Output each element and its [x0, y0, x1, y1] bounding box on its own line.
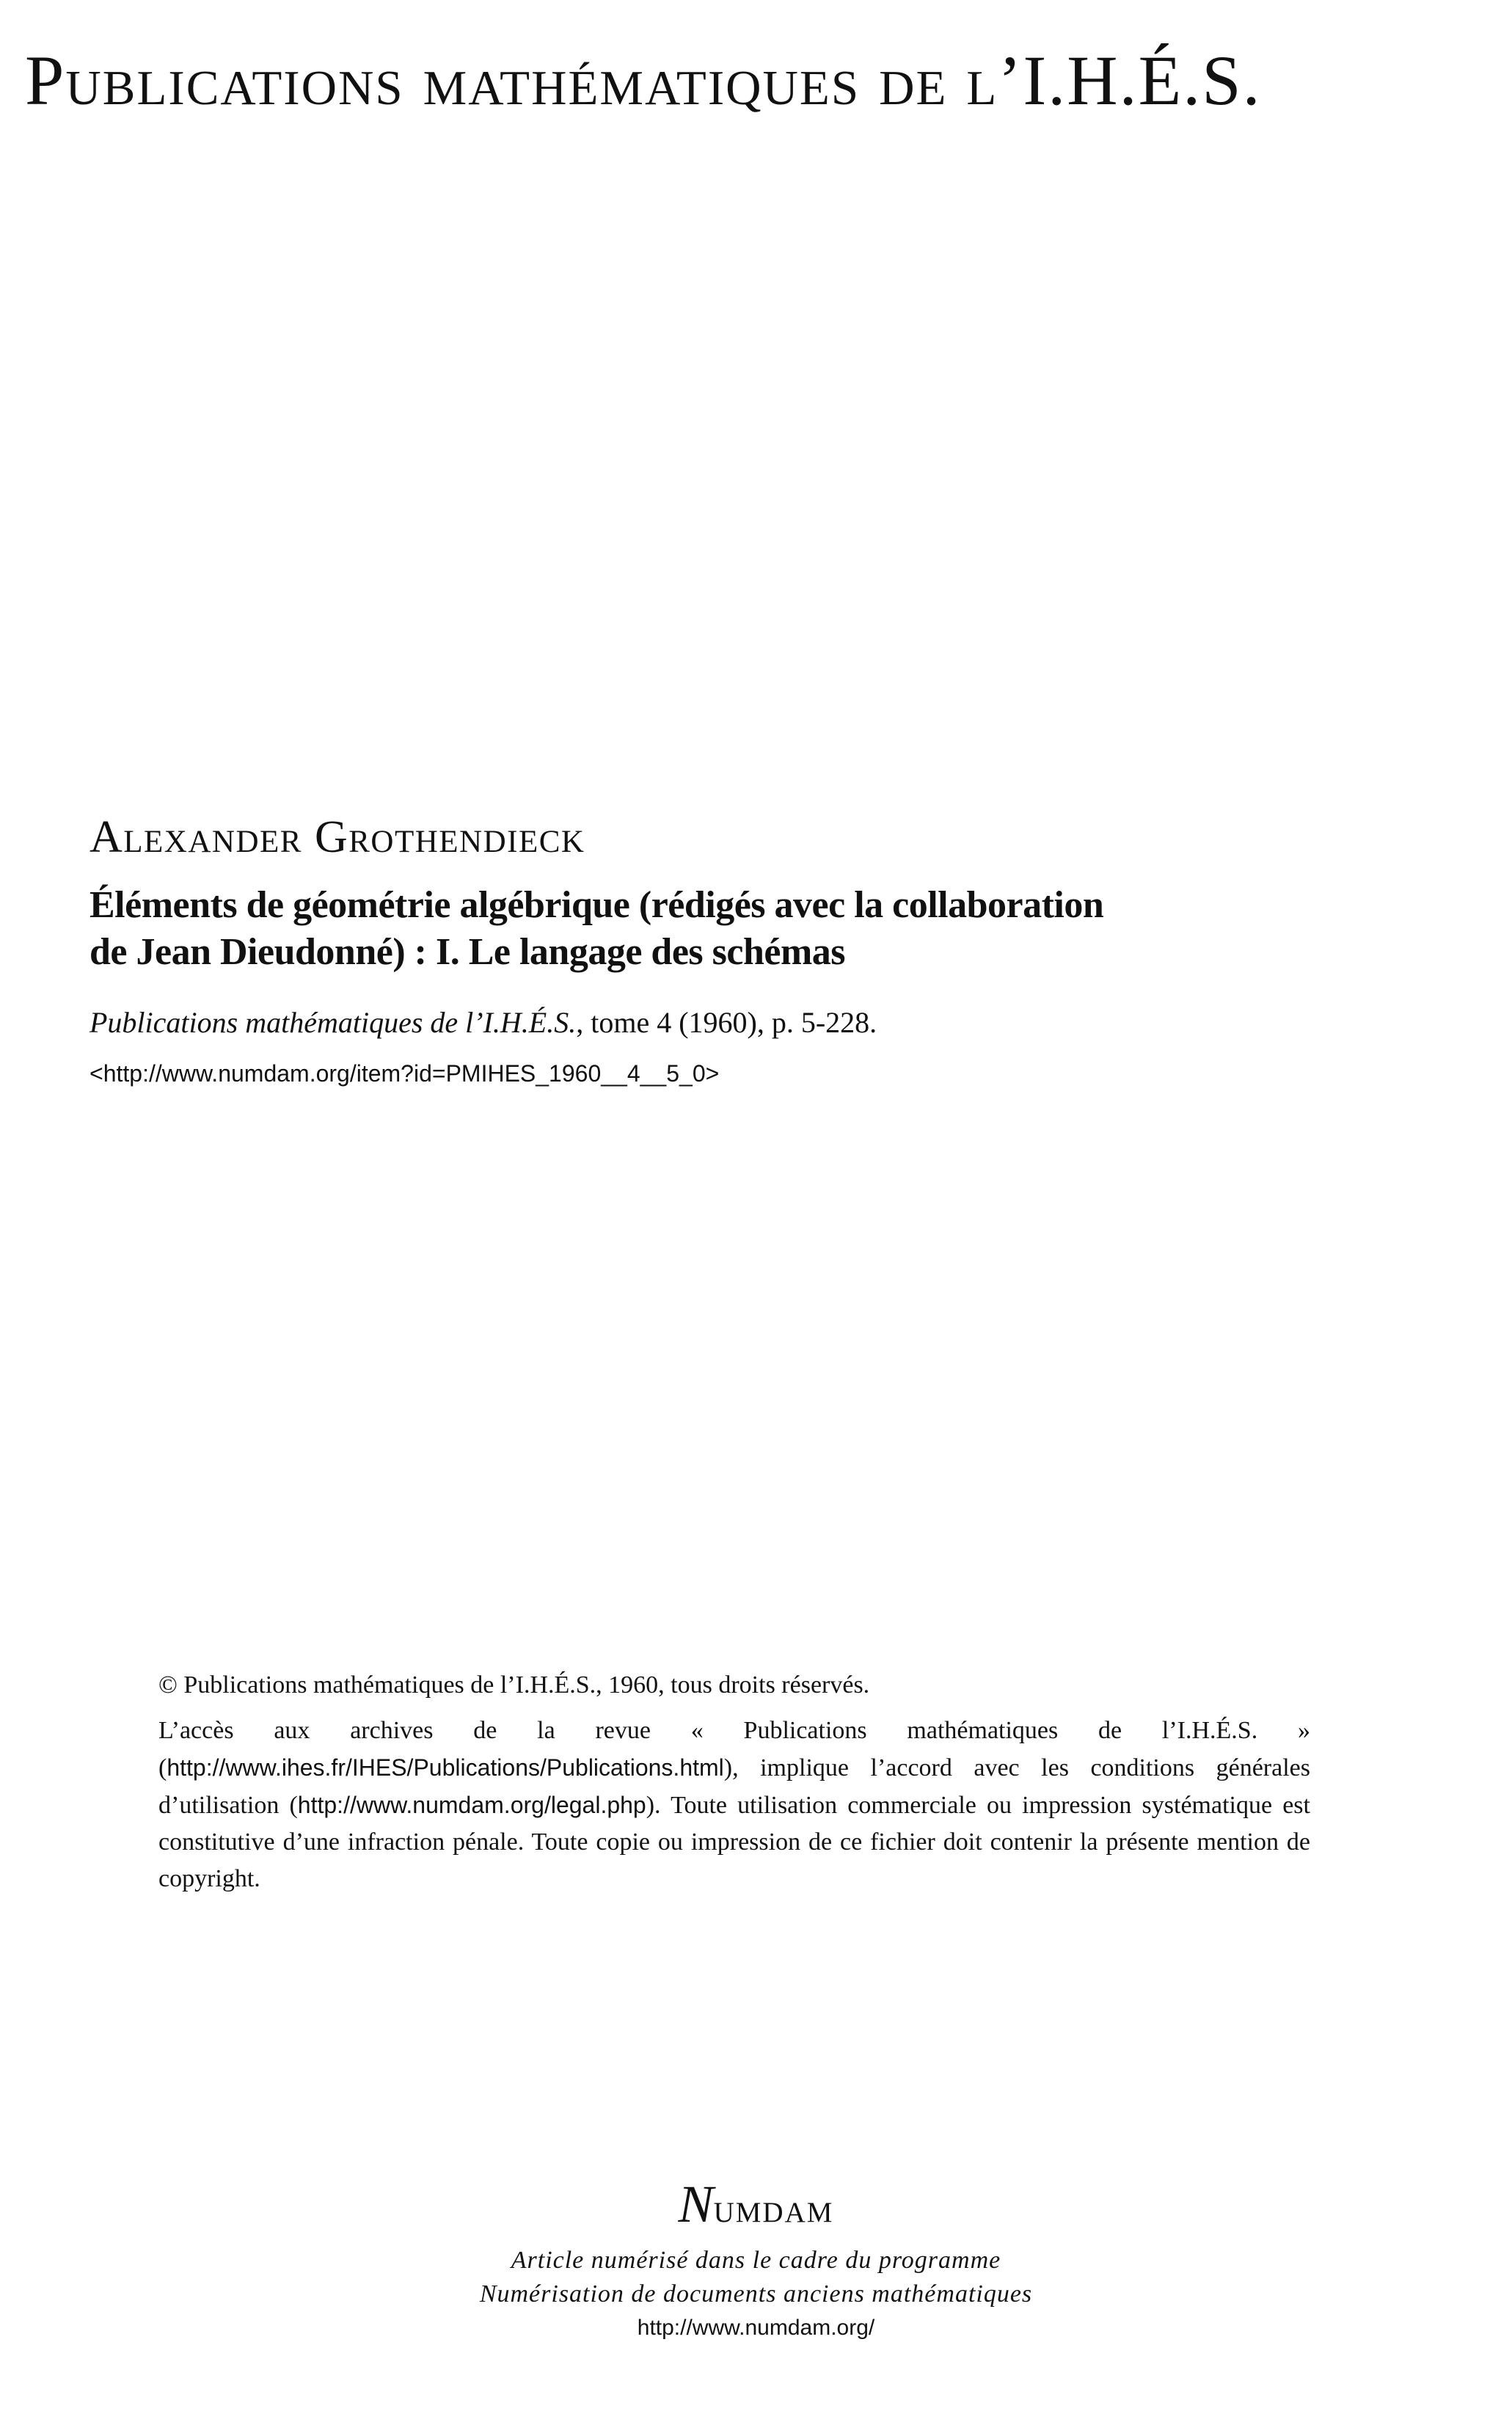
ihes-publications-link[interactable]: http://www.ihes.fr/IHES/Publications/Publications.html — [167, 1754, 724, 1781]
article-title-line2: de Jean Dieudonné) : I. Le langage des schémas — [90, 931, 846, 973]
copyright-line: © Publications mathématiques de l’I.H.É.S., 1960, tous droits réservés. — [158, 1671, 870, 1699]
journal-header: Publications mathématiques de l’I.H.É.S. — [25, 41, 1262, 120]
article-title-line1: Éléments de géométrie algébrique (rédigés avec la collaboration — [90, 884, 1104, 926]
article-title — [90, 882, 1410, 976]
article-block — [90, 814, 1410, 1087]
citation — [90, 1005, 1410, 1040]
terms-text-2: ), implique l’accord avec les conditions générales d’utilisation ( — [158, 1754, 1310, 1819]
item-url-link[interactable]: <http://www.numdam.org/item?id=PMIHES_1960__4__5_0> — [90, 1060, 720, 1087]
citation-details: , tome 4 (1960), p. 5-228. — [576, 1006, 877, 1039]
rights-notice — [158, 1667, 1310, 1897]
numdam-logo-rest: umdam — [713, 2186, 834, 2231]
numdam-home-link[interactable]: http://www.numdam.org/ — [637, 2316, 875, 2340]
numdam-logo — [0, 2175, 1512, 2233]
terms-paragraph — [158, 1712, 1310, 1897]
numdam-logo-initial: N — [678, 2175, 714, 2233]
citation-journal: Publications mathématiques de l’I.H.É.S. — [90, 1006, 577, 1039]
terms-text-3: ). Toute utilisation commerciale ou impression systématique est constitutive d’une infraction pénale. Toute copie ou impression de ce fichier doit contenir la présente mention de copyright. — [158, 1792, 1310, 1892]
footer-program-name: Numérisation de documents anciens mathématiques — [479, 2280, 1033, 2308]
footer-program-line: Article numérisé dans le cadre du programme — [511, 2247, 1001, 2274]
numdam-footer — [0, 2175, 1512, 2345]
terms-text-1: L’accès aux archives de la revue « Publications mathématiques de l’I.H.É.S. » ( — [158, 1717, 1310, 1781]
legal-link[interactable]: http://www.numdam.org/legal.php — [297, 1792, 646, 1818]
author-name: Alexander Grothendieck — [90, 812, 585, 862]
